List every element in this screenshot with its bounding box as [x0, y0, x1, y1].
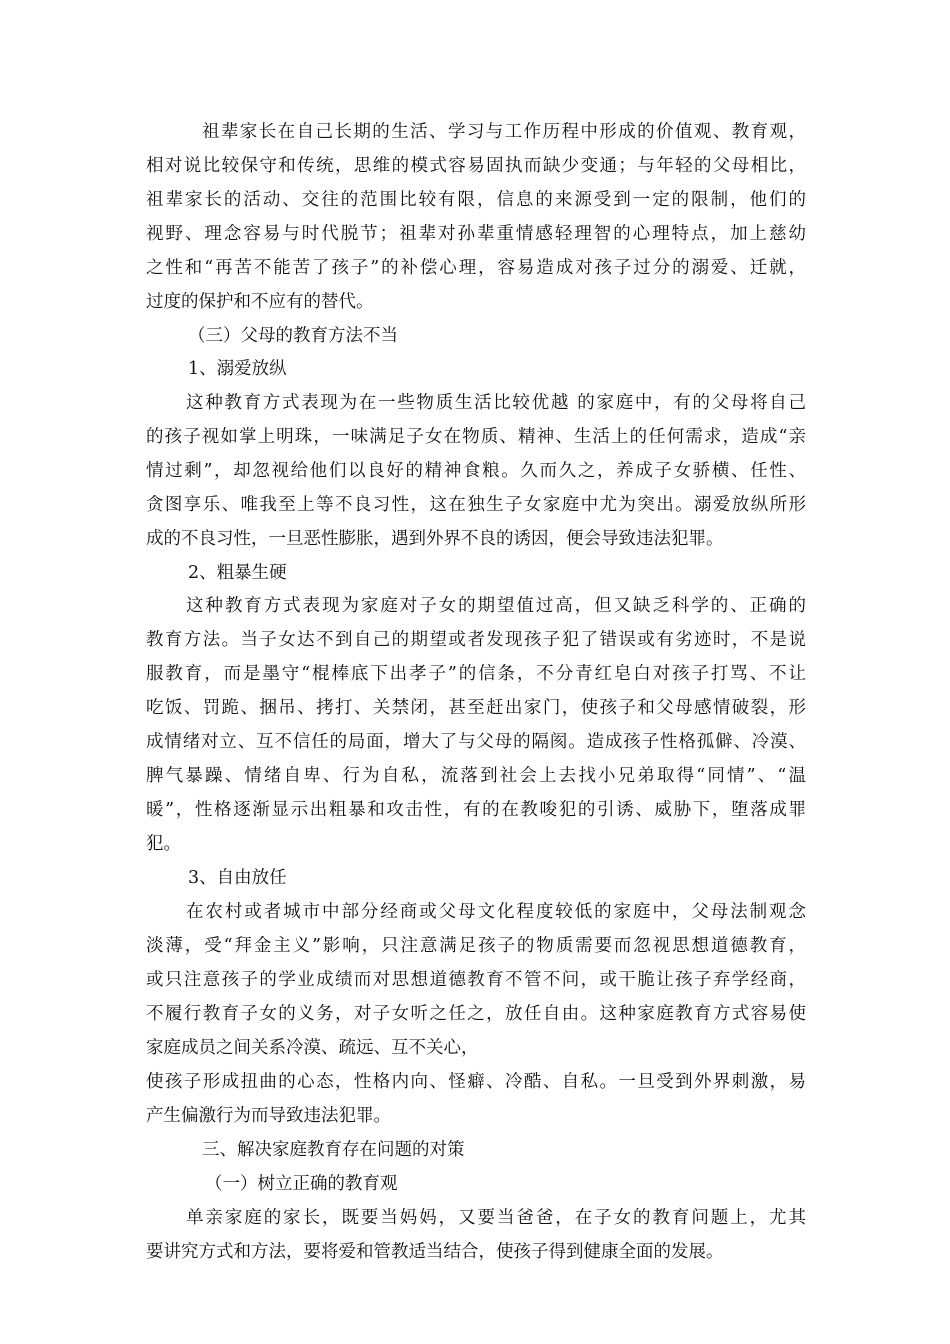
- text-line: 贪图享乐、唯我至上等不良习性，这在独生子女家庭中尤为突出。溺爱放纵所形: [146, 495, 806, 515]
- text-line: 祖辈家长在自己长期的生活、学习与工作历程中形成的价值观、教育观，: [202, 122, 806, 142]
- text-line: 单亲家庭的家长，既要当妈妈，又要当爸爸，在子女的教育问题上，尤其: [186, 1208, 806, 1228]
- text-line: 情过剩”，却忽视给他们以良好的精神食粮。久而久之，养成子女骄横、任性、: [146, 461, 806, 481]
- text-line: 吃饭、罚跪、捆吊、拷打、关禁闭，甚至赶出家门，使孩子和父母感情破裂，形: [146, 698, 806, 718]
- text-line: 使孩子形成扭曲的心态，性格内向、怪癖、冷酷、自私。一旦受到外界刺激，易: [146, 1072, 806, 1092]
- text-line: 相对说比较保守和传统，思维的模式容易固执而缺少变通；与年轻的父母相比，: [146, 156, 806, 176]
- text-line: 产生偏激行为而导致违法犯罪。: [146, 1106, 391, 1126]
- text-line: 要讲究方式和方法，要将爱和管教适当结合，使孩子得到健康全面的发展。: [146, 1242, 724, 1262]
- text-line: 犯。: [146, 834, 181, 854]
- subsection-heading: 3、自由放任: [188, 868, 287, 888]
- text-line: 过度的保护和不应有的替代。: [146, 292, 374, 312]
- text-line: 这种教育方式表现为在一些物质生活比较优越 的家庭中，有的父母将自己: [186, 393, 806, 413]
- section-heading: （三）父母的教育方法不当: [188, 326, 398, 346]
- subsection-heading: 1、溺爱放纵: [188, 359, 287, 379]
- text-line: 之性和“再苦不能苦了孩子”的补偿心理，容易造成对孩子过分的溺爱、迁就，: [146, 258, 806, 278]
- text-line: 在农村或者城市中部分经商或父母文化程度较低的家庭中，父母法制观念: [186, 902, 806, 922]
- text-line: 或只注意孩子的学业成绩而对思想道德教育不管不问，或干脆让孩子弃学经商，: [146, 970, 806, 990]
- text-line: 不履行教育子女的义务，对子女听之任之，放任自由。这种家庭教育方式容易使: [146, 1004, 806, 1024]
- text-line: 视野、理念容易与时代脱节；祖辈对孙辈重情感轻理智的心理特点，加上慈幼: [146, 224, 806, 244]
- text-line: 成的不良习性，一旦恶性膨胀，遇到外界不良的诱因，便会导致违法犯罪。: [146, 529, 724, 549]
- text-line: 这种教育方式表现为家庭对子女的期望值过高，但又缺乏科学的、正确的: [186, 596, 806, 616]
- section-heading: 三、解决家庭教育存在问题的对策: [202, 1140, 465, 1160]
- text-line: 家庭成员之间关系冷漠、疏远、互不关心，: [146, 1038, 479, 1058]
- text-line: 淡薄，受“拜金主义”影响，只注意满足孩子的物质需要而忽视思想道德教育，: [146, 936, 806, 956]
- text-line: 教育方法。当子女达不到自己的期望或者发现孩子犯了错误或有劣迹时，不是说: [146, 630, 806, 650]
- text-line: 成情绪对立、互不信任的局面，增大了与父母的隔阂。造成孩子性格孤僻、冷漠、: [146, 732, 806, 752]
- text-line: 祖辈家长的活动、交往的范围比较有限，信息的来源受到一定的限制，他们的: [146, 190, 806, 210]
- text-line: 暖”，性格逐渐显示出粗暴和攻击性，有的在教唆犯的引诱、威胁下，堕落成罪: [146, 800, 806, 820]
- text-line: 服教育，而是墨守“棍棒底下出孝子”的信条，不分青红皂白对孩子打骂、不让: [146, 664, 806, 684]
- text-line: 脾气暴躁、情绪自卑、行为自私，流落到社会上去找小兄弟取得“同情”、“温: [146, 766, 806, 786]
- subsection-heading: 2、粗暴生硬: [188, 563, 287, 583]
- subsection-heading: （一）树立正确的教育观: [205, 1174, 398, 1194]
- text-line: 的孩子视如掌上明珠，一味满足子女在物质、精神、生活上的任何需求，造成“亲: [146, 427, 806, 447]
